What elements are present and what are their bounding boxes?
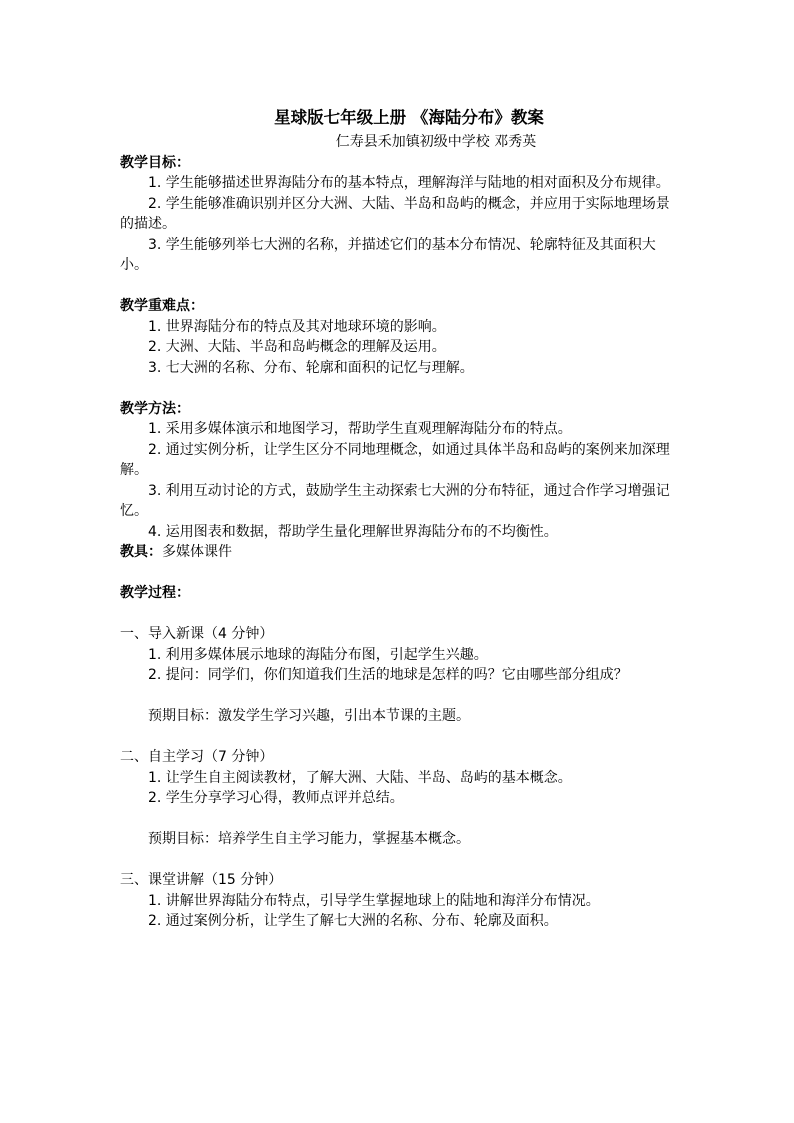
section-title: 二、自主学习（7 分钟） <box>120 749 274 765</box>
section-item: 2. 学生分享学习心得，教师点评并总结。 <box>148 790 404 806</box>
key-point-item: 1. 世界海陆分布的特点及其对地球环境的影响。 <box>148 318 446 335</box>
document-author: 仁寿县禾加镇初级中学校 邓秀英 <box>335 134 537 150</box>
key-points-heading: 教学重难点： <box>120 298 204 314</box>
spacer <box>120 686 682 707</box>
tools-label: 教具： <box>120 544 162 560</box>
method-item: 4. 运用图表和数据，帮助学生量化理解世界海陆分布的不均衡性。 <box>148 523 558 540</box>
tools-value: 多媒体课件 <box>162 544 232 560</box>
method-item: 2. 通过实例分析，让学生区分不同地理概念，如通过具体半岛和岛屿的案例来加深理解。 <box>120 441 670 478</box>
section-goal: 预期目标：培养学生自主学习能力，掌握基本概念。 <box>148 831 470 847</box>
method-item: 3. 利用互动讨论的方式，鼓励学生主动探索七大洲的分布特征，通过合作学习增强记忆。 <box>120 482 670 519</box>
section-goal: 预期目标：激发学生学习兴趣，引出本节课的主题。 <box>148 708 470 724</box>
section-title: 一、导入新课（4 分钟） <box>120 626 274 642</box>
process-heading: 教学过程： <box>120 585 190 601</box>
section-title: 三、课堂讲解（15 分钟） <box>120 872 283 888</box>
objectives-heading: 教学目标： <box>120 154 190 171</box>
document-title: 星球版七年级上册 《海陆分布》教案 <box>274 108 544 127</box>
objective-item: 1. 学生能够描述世界海陆分布的基本特点，理解海洋与陆地的相对面积及分布规律。 <box>148 175 670 191</box>
section-item: 1. 让学生自主阅读教材，了解大洲、大陆、半岛、岛屿的基本概念。 <box>148 769 572 786</box>
spacer <box>120 850 682 871</box>
spacer <box>120 276 682 297</box>
section-item: 2. 提问：同学们，你们知道我们生活的地球是怎样的吗？它由哪些部分组成？ <box>148 667 628 683</box>
key-point-item: 2. 大洲、大陆、半岛和岛屿概念的理解及运用。 <box>148 339 446 355</box>
objective-item: 2. 学生能够准确识别并区分大洲、大陆、半岛和岛屿的概念，并应用于实际地理场景的描述。 <box>120 195 670 232</box>
document-body <box>120 106 682 932</box>
spacer <box>120 809 682 830</box>
methods-heading: 教学方法： <box>120 400 190 417</box>
section-item: 2. 通过案例分析，让学生了解七大洲的名称、分布、轮廓及面积。 <box>148 913 558 929</box>
section-item: 1. 讲解世界海陆分布特点，引导学生掌握地球上的陆地和海洋分布情况。 <box>148 892 600 909</box>
spacer <box>120 604 682 625</box>
spacer <box>120 727 682 748</box>
key-point-item: 3. 七大洲的名称、分布、轮廓和面积的记忆与理解。 <box>148 359 474 376</box>
tools-line <box>120 542 682 563</box>
method-item: 1. 采用多媒体演示和地图学习，帮助学生直观理解海陆分布的特点。 <box>148 421 572 437</box>
spacer <box>120 378 682 399</box>
spacer <box>120 563 682 584</box>
section-item: 1. 利用多媒体展示地球的海陆分布图，引起学生兴趣。 <box>148 646 488 663</box>
objective-item: 3. 学生能够列举七大洲的名称，并描述它们的基本分布情况、轮廓特征及其面积大小。 <box>120 236 656 273</box>
